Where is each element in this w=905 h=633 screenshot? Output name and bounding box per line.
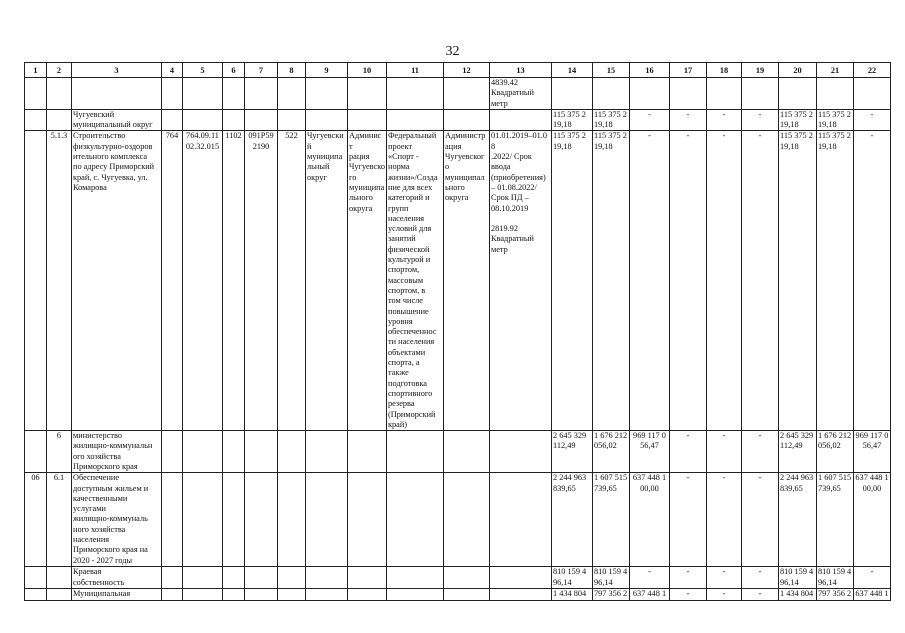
table-cell: Муниципальная: [72, 588, 162, 600]
table-cell: -: [707, 109, 742, 131]
table-cell: [245, 567, 278, 589]
table-cell: 1 607 515 739,65: [817, 473, 854, 567]
table-cell: 1 607 515 739,65: [593, 473, 630, 567]
table-cell: -: [707, 431, 742, 473]
table-cell: -: [670, 131, 707, 431]
table-cell: [670, 78, 707, 110]
table-cell: [223, 588, 245, 600]
table-cell: [245, 588, 278, 600]
table-cell: [72, 78, 162, 110]
table-cell: [47, 78, 72, 110]
table-body: [25, 78, 891, 601]
table-cell: -: [670, 588, 707, 600]
table-cell: -: [630, 109, 670, 131]
col-header: 9: [306, 63, 348, 78]
table-cell: [306, 588, 348, 600]
table-cell: -: [742, 109, 779, 131]
col-header: 13: [490, 63, 552, 78]
col-header: 18: [707, 63, 742, 78]
table-cell: -: [742, 131, 779, 431]
table-cell: 810 159 4 96,14: [593, 567, 630, 589]
table-cell: [306, 109, 348, 131]
table-cell: [387, 78, 444, 110]
table-cell: -: [742, 588, 779, 600]
table-cell: [854, 78, 891, 110]
table-cell: 5.1.3: [47, 131, 72, 431]
table-cell: [444, 473, 490, 567]
table-cell: -: [707, 473, 742, 567]
table-cell: [444, 109, 490, 131]
col-header: 12: [444, 63, 490, 78]
table-cell: [817, 78, 854, 110]
table-cell: 797 356 2: [817, 588, 854, 600]
table-cell: [278, 567, 306, 589]
table-cell: 637 448 1: [630, 588, 670, 600]
table-cell: 764.09.11 02.32.015: [183, 131, 223, 431]
table-cell: 6.1: [47, 473, 72, 567]
table-row: [25, 109, 891, 131]
table-cell: [387, 109, 444, 131]
table-cell: [183, 78, 223, 110]
table-cell: 637 448 1 00,00: [630, 473, 670, 567]
table-cell: -: [707, 131, 742, 431]
col-header: 10: [348, 63, 387, 78]
table-cell: [444, 431, 490, 473]
table-cell: [593, 78, 630, 110]
table-cell: [223, 473, 245, 567]
table-cell: [490, 588, 552, 600]
table-cell: [387, 473, 444, 567]
table-cell: [490, 109, 552, 131]
table-cell: [245, 473, 278, 567]
table-cell: [444, 78, 490, 110]
table-cell: Строительство физкультурно-оздоров ительного комплекса по адресу Приморский край, с. Чугуевка, ул. Комарова: [72, 131, 162, 431]
table-cell: -: [854, 131, 891, 431]
col-header: 22: [854, 63, 891, 78]
table-cell: [162, 431, 183, 473]
table-cell: 1 676 212 056,02: [593, 431, 630, 473]
table-cell: -: [707, 567, 742, 589]
table-cell: [25, 431, 47, 473]
table-cell: [162, 78, 183, 110]
table-cell: 2 244 963 839,65: [779, 473, 817, 567]
table-cell: Чугуевский муниципальный округ: [72, 109, 162, 131]
table-cell: -: [742, 473, 779, 567]
table-cell: 115 375 2 19,18: [552, 109, 593, 131]
col-header: 17: [670, 63, 707, 78]
table-cell: -: [707, 588, 742, 600]
table-cell: 115 375 2 19,18: [779, 109, 817, 131]
table-cell: [387, 567, 444, 589]
table-cell: [245, 78, 278, 110]
table-cell: [223, 78, 245, 110]
table-cell: [162, 588, 183, 600]
table-row: [25, 131, 891, 431]
table-cell: [245, 431, 278, 473]
table-cell: 115 375 2 19,18: [552, 131, 593, 431]
table-row: [25, 567, 891, 589]
table-cell: -: [670, 109, 707, 131]
col-header: 21: [817, 63, 854, 78]
table-cell: [490, 567, 552, 589]
col-header: 2: [47, 63, 72, 78]
table-cell: [742, 78, 779, 110]
table-cell: [25, 131, 47, 431]
table-cell: [348, 567, 387, 589]
table-cell: [223, 567, 245, 589]
table-cell: Обеспечение доступным жильем и качественными услугами жилищно-коммуналь ного хозяйства населения Приморского края на 2020 - 2027 годы: [72, 473, 162, 567]
table-cell: [25, 78, 47, 110]
table-cell: 06: [25, 473, 47, 567]
table-cell: [162, 567, 183, 589]
table-cell: 1 434 804: [552, 588, 593, 600]
table-cell: [245, 109, 278, 131]
table-cell: 1102: [223, 131, 245, 431]
table-cell: 4839.42 Квадратный метр: [490, 78, 552, 110]
page-number: 32: [445, 44, 460, 59]
col-header: 4: [162, 63, 183, 78]
table-cell: 810 159 4 96,14: [779, 567, 817, 589]
table-cell: 2 244 963 839,65: [552, 473, 593, 567]
table-cell: -: [670, 431, 707, 473]
table-cell: 1 676 212 056,02: [817, 431, 854, 473]
table-cell: [387, 431, 444, 473]
table-cell: [183, 567, 223, 589]
table-cell: -: [742, 431, 779, 473]
table-cell: -: [630, 567, 670, 589]
program-table: [24, 62, 891, 601]
col-header: 16: [630, 63, 670, 78]
table-cell: [630, 78, 670, 110]
table-cell: Админиcтр ация Чугуевског о муниципал ьного округа: [444, 131, 490, 431]
table-cell: [25, 109, 47, 131]
col-header: 11: [387, 63, 444, 78]
table-cell: 969 117 0 56,47: [630, 431, 670, 473]
table-cell: 6: [47, 431, 72, 473]
table-cell: [779, 78, 817, 110]
table-cell: министерство жилищно-коммунальн ого хозяйства Приморского края: [72, 431, 162, 473]
table-cell: [490, 431, 552, 473]
table-cell: 01.01.2019–01.08 .2022/ Срок ввода (приобретения) – 01.08.2022/ Срок ПД – 08.10.2019 2819.92 Квадратный метр: [490, 131, 552, 431]
table-cell: Чугуевски й муниципа льный округ: [306, 131, 348, 431]
table-cell: -: [854, 567, 891, 589]
col-header: 5: [183, 63, 223, 78]
table-cell: Краевая собственность: [72, 567, 162, 589]
table-cell: [25, 567, 47, 589]
col-header: 3: [72, 63, 162, 78]
table-row: [25, 78, 891, 110]
table-cell: [306, 473, 348, 567]
table-cell: [278, 109, 306, 131]
table-cell: 764: [162, 131, 183, 431]
table-cell: Федеральный проект «Спорт - норма жизни»/Созда ние для всех категорий и групп населения условий для занятий физической культурой и спортом, массовым спортом, в том числе повышение уровня обеспеченнос ти населения объектами спорта, а также подготовка спортивного резерва (Приморский край): [387, 131, 444, 431]
table-cell: [47, 588, 72, 600]
table-cell: [183, 109, 223, 131]
table-cell: -: [670, 567, 707, 589]
table-cell: [278, 473, 306, 567]
col-header: 14: [552, 63, 593, 78]
table-cell: 115 375 2 19,18: [817, 131, 854, 431]
table-cell: [348, 588, 387, 600]
table-cell: [306, 567, 348, 589]
table-cell: Админист рация Чугуевско го муниципа льного округа: [348, 131, 387, 431]
table-cell: [348, 109, 387, 131]
table-cell: [25, 588, 47, 600]
table-cell: [183, 588, 223, 600]
table-cell: [183, 431, 223, 473]
table-cell: [348, 473, 387, 567]
table-cell: [306, 78, 348, 110]
table-cell: 115 375 2 19,18: [817, 109, 854, 131]
table-cell: 1 434 804: [779, 588, 817, 600]
col-header: 19: [742, 63, 779, 78]
table-cell: 115 375 2 19,18: [593, 131, 630, 431]
table-cell: [278, 78, 306, 110]
table-cell: [162, 109, 183, 131]
table-cell: 637 448 1: [854, 588, 891, 600]
table-cell: [47, 109, 72, 131]
table-cell: 115 375 2 19,18: [593, 109, 630, 131]
table-cell: 797 356 2: [593, 588, 630, 600]
col-header: 6: [223, 63, 245, 78]
table-cell: -: [670, 473, 707, 567]
table-cell: [490, 473, 552, 567]
table-cell: 969 117 0 56,47: [854, 431, 891, 473]
col-header: 1: [25, 63, 47, 78]
table-cell: [707, 78, 742, 110]
col-header: 7: [245, 63, 278, 78]
table-cell: [278, 431, 306, 473]
table-cell: [223, 109, 245, 131]
table-cell: [444, 588, 490, 600]
table-cell: -: [742, 567, 779, 589]
table-cell: -: [854, 109, 891, 131]
col-header: 15: [593, 63, 630, 78]
table-cell: [223, 431, 245, 473]
table-cell: 637 448 1 00,00: [854, 473, 891, 567]
table-row: [25, 588, 891, 600]
table-cell: [552, 78, 593, 110]
table-cell: [183, 473, 223, 567]
table-cell: [306, 431, 348, 473]
col-header: 20: [779, 63, 817, 78]
table-cell: [162, 473, 183, 567]
col-header: 8: [278, 63, 306, 78]
table-cell: [278, 588, 306, 600]
table-cell: [444, 567, 490, 589]
table-cell: 115 375 2 19,18: [779, 131, 817, 431]
table-cell: 091Р59 2190: [245, 131, 278, 431]
table-cell: 2 645 329 112,49: [552, 431, 593, 473]
table-cell: [387, 588, 444, 600]
table-cell: 2 645 329 112,49: [779, 431, 817, 473]
table-cell: [348, 431, 387, 473]
column-number-header: [25, 63, 891, 78]
table-cell: 810 159 4 96,14: [552, 567, 593, 589]
table-row: [25, 473, 891, 567]
table-cell: 522: [278, 131, 306, 431]
table-row: [25, 431, 891, 473]
table-cell: -: [630, 131, 670, 431]
table-cell: [348, 78, 387, 110]
table-cell: [47, 567, 72, 589]
table-cell: 810 159 4 96,14: [817, 567, 854, 589]
